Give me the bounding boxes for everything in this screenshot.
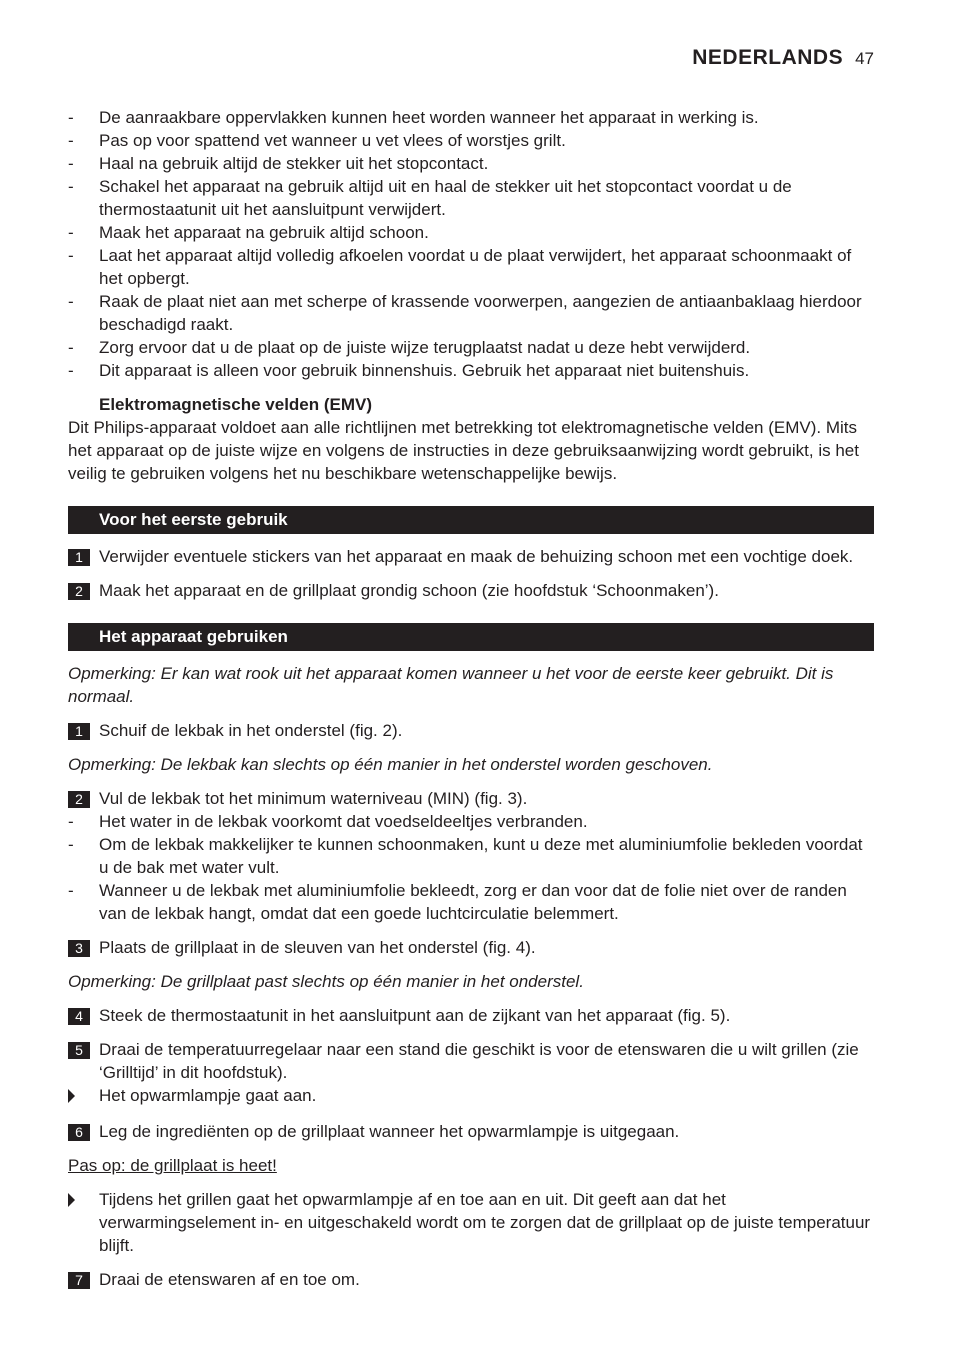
step-number: 4 [68,1008,90,1025]
dash-bullet [68,879,99,902]
bullet-text: Pas op voor spattend vet wanneer u vet vlees of worstjes grilt. [99,131,566,150]
emf-text: Dit Philips-apparaat voldoet aan alle richtlijnen met betrekking tot elektromagnetische velden (EMV). Mits het apparaat op de juiste wijze en volgens de instructies in deze gebruiksaanwijzing wordt gebruikt, is het veilig te gebruiken volgens het nu beschikbare wetenschappelijke bewijs. [68,418,859,483]
section-bar-use: Het apparaat gebruiken [68,623,874,651]
list-item [68,152,874,175]
bullet-text: Zorg ervoor dat u de plaat op de juiste wijze terugplaatst nadat u deze hebt verwijderd. [99,338,751,357]
bullet-text: Haal na gebruik altijd de stekker uit het stopcontact. [99,154,489,173]
dash-bullet [68,290,99,313]
list-item [68,833,874,879]
dash-bullet [68,336,99,359]
bullet-text: Wanneer u de lekbak met aluminiumfolie bekleedt, zorg er dan voor dat de folie niet over de randen van de lekbak hangt, omdat dat een goede luchtcirculatie belemmert. [99,881,847,923]
triangle-bullet-icon [68,1089,75,1103]
note-text: Opmerking: De grillplaat past slechts op één manier in het onderstel. [68,972,584,991]
step-text: Plaats de grillplaat in de sleuven van het onderstel (fig. 4). [99,938,536,957]
dash-bullet [68,359,99,382]
list-item [68,129,874,152]
bullet-text: Maak het apparaat na gebruik altijd schoon. [99,223,429,242]
dash-bullet [68,175,99,198]
dash-bullet [68,129,99,152]
bullet-text: Laat het apparaat altijd volledig afkoelen voordat u de plaat verwijdert, het apparaat schoonmaakt of het opbergt. [99,246,852,288]
step-item [68,579,874,602]
list-item [68,336,874,359]
step-item [68,936,874,959]
note-text: Opmerking: De lekbak kan slechts op één manier in het onderstel worden geschoven. [68,755,713,774]
result-text: Het opwarmlampje gaat aan. [99,1086,317,1105]
dash-bullet [68,833,99,856]
step-number: 2 [68,791,90,808]
step-item [68,1004,874,1027]
emf-heading: Elektromagnetische velden (EMV) [99,395,373,414]
bullet-text: Om de lekbak makkelijker te kunnen schoonmaken, kunt u deze met aluminiumfolie bekleden voordat u de bak met water vult. [99,835,863,877]
result-item [68,1084,874,1109]
bullet-text: Raak de plaat niet aan met scherpe of krassende voorwerpen, aangezien de antiaanbaklaag hierdoor beschadigd raakt. [99,292,862,334]
step-text: Leg de ingrediënten op de grillplaat wanneer het opwarmlampje is uitgegaan. [99,1122,680,1141]
step-item [68,1120,874,1143]
result-text: Tijdens het grillen gaat het opwarmlampje af en toe aan en uit. Dit geeft aan dat het verwarmingselement in- en uitgeschakeld wordt om te zorgen dat de grillplaat op de juiste temperatuur blijft. [99,1190,871,1255]
step-number: 1 [68,549,90,566]
step-item [68,545,874,568]
page-header [692,46,874,70]
section-bar-first-use: Voor het eerste gebruik [68,506,874,534]
step-text: Maak het apparaat en de grillplaat grondig schoon (zie hoofdstuk ‘Schoonmaken’). [99,581,719,600]
step-item [68,719,874,742]
list-item [68,221,874,244]
step-number: 6 [68,1124,90,1141]
list-item [68,106,874,129]
step-text: Vul de lekbak tot het minimum waterniveau (MIN) (fig. 3). [99,789,528,808]
list-item [68,879,874,925]
dash-bullet [68,152,99,175]
step-number: 5 [68,1042,90,1059]
page-content [68,106,874,1291]
language-label: NEDERLANDS [692,46,844,69]
page-number: 47 [855,49,874,68]
step-number: 7 [68,1272,90,1289]
step-text: Draai de etenswaren af en toe om. [99,1270,360,1289]
step-number: 1 [68,723,90,740]
dash-bullet [68,221,99,244]
step-text: Draai de temperatuurregelaar naar een stand die geschikt is voor de etenswaren die u wilt grillen (zie ‘Grilltijd’ in dit hoofdstuk). [99,1040,859,1082]
step-text: Schuif de lekbak in het onderstel (fig. 2). [99,721,403,740]
bullet-text: De aanraakbare oppervlakken kunnen heet worden wanneer het apparaat in werking is. [99,108,759,127]
note-text: Opmerking: Er kan wat rook uit het apparaat komen wanneer u het voor de eerste keer gebruikt. Dit is normaal. [68,664,834,706]
caution-text: Pas op: de grillplaat is heet! [68,1156,277,1175]
result-item [68,1188,874,1257]
list-item [68,359,874,382]
step-number: 3 [68,940,90,957]
dash-bullet [68,106,99,129]
triangle-bullet-icon [68,1193,75,1207]
list-item [68,290,874,336]
step-item [68,1038,874,1084]
bullet-text: Schakel het apparaat na gebruik altijd uit en haal de stekker uit het stopcontact voordat u de thermostaatunit uit het aansluitpunt verwijdert. [99,177,792,219]
bullet-text: Het water in de lekbak voorkomt dat voedseldeeltjes verbranden. [99,812,588,831]
dash-bullet [68,810,99,833]
step-text: Verwijder eventuele stickers van het apparaat en maak de behuizing schoon met een vochtige doek. [99,547,854,566]
dash-bullet [68,244,99,267]
bullet-text: Dit apparaat is alleen voor gebruik binnenshuis. Gebruik het apparaat niet buitenshuis. [99,361,750,380]
step-item [68,1268,874,1291]
list-item [68,810,874,833]
list-item [68,244,874,290]
step-number: 2 [68,583,90,600]
step-text: Steek de thermostaatunit in het aansluitpunt aan de zijkant van het apparaat (fig. 5). [99,1006,731,1025]
list-item [68,175,874,221]
step-item [68,787,874,810]
